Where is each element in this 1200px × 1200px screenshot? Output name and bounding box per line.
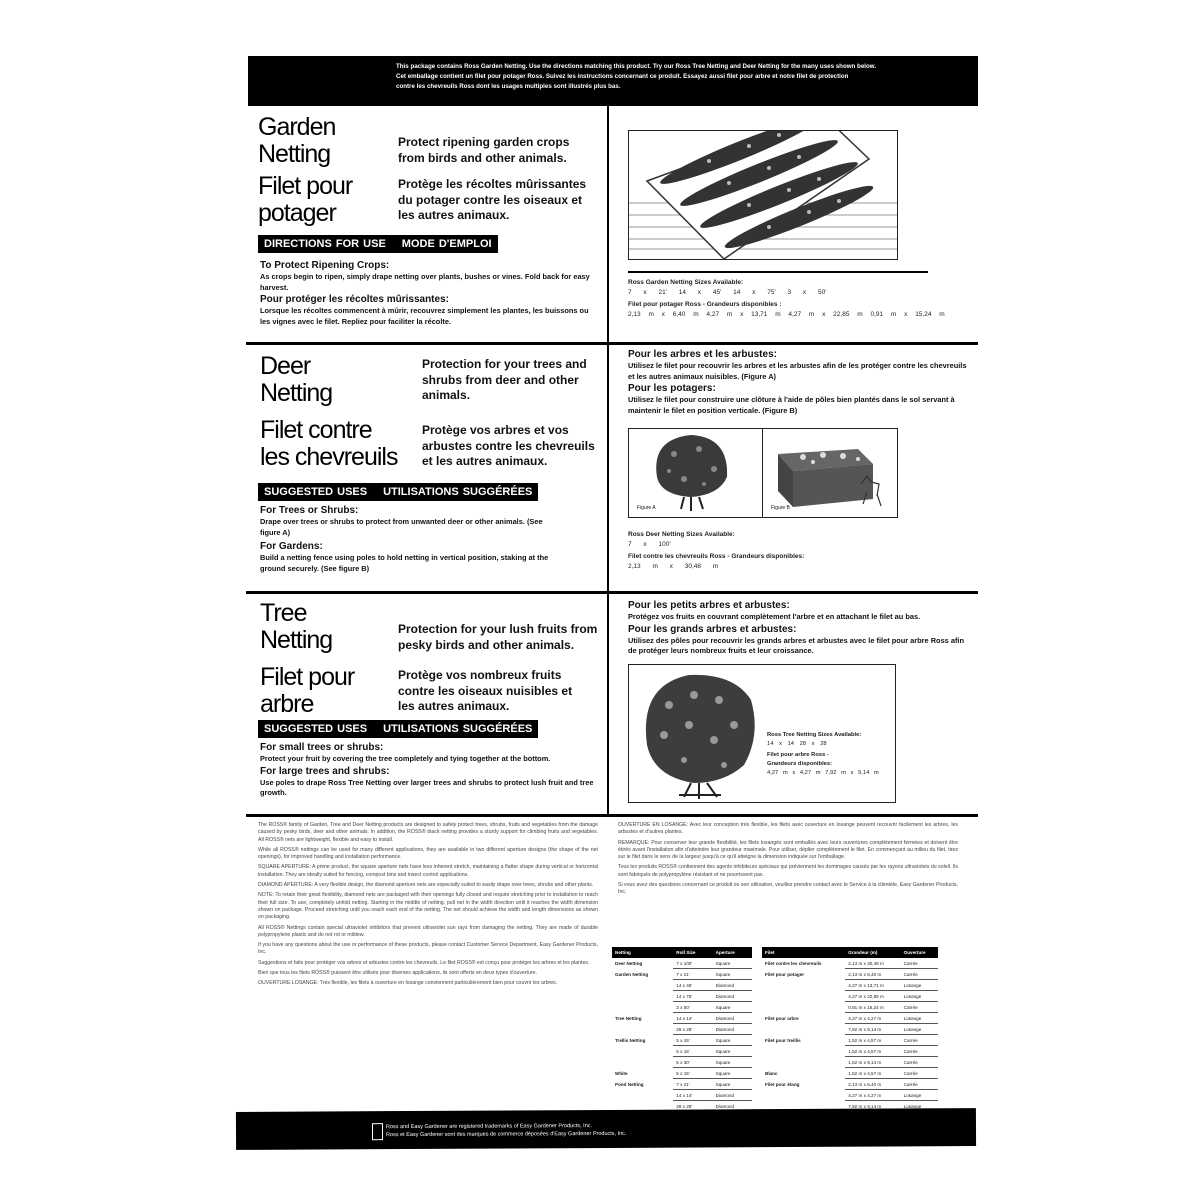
table-row: Filet pour treillis 1,52 m x 4,57 m Carrée [762, 1035, 938, 1046]
table-row: 1,52 m x 9,14 m Carrée [762, 1057, 938, 1068]
recycle-logo-icon [372, 1123, 383, 1140]
table-row: 4,27 m x 4,27 m Losange [762, 1090, 938, 1101]
trademark-line-en: Ross and Easy Gardener are registered trademarks of Easy Gardener Products, Inc. [385, 1123, 593, 1131]
netting-instruction-sheet [240, 52, 980, 1162]
table-row: Filet pour arbre 4,27 m x 4,27 m Losange [762, 1013, 938, 1024]
table-row: Trellis Netting 5 x 15' Square [612, 1035, 752, 1046]
garden-title-fr: Filet pour potager [258, 172, 353, 227]
table-row: Deer Netting 7 x 100' Square [612, 958, 752, 969]
sizes-table-french: Filet Grandeur (m) Ouverture Filet contre les chevreuils 2,13 m x 30,48 m Carrée Filet pour potager 2,13 m x 6,40 m Carrée 4,27 m x 13,71 m Losange 4,27 m x 22,85 m Losange 0,91 m x 15,24 m Carrée Filet pour arbre 4,27 m x 4,27 m Losange 7,92 m x 9,14 m Losange Filet pour treillis 1,52 m x 4,57 m Carrée 1,52 m x 4,57 m Carrée 1,52 m x 9,14 m Carrée Blanc 1,52 m x 4,57 m Carrée Filet pour étang 2,13 m x 6,40 m Carrée 4,27 m x 4,27 m Losange 7,92 m x 9,14 m Losange [762, 947, 938, 1112]
column-divider [607, 106, 609, 816]
intro-line-3: contre les chevreuils Ross dont les usages multiples sont illustrés plus bas. [396, 83, 621, 90]
tree-uses-fr: Pour les petits arbres et arbustes: Protégez vos fruits en couvrant complètement l'arbre et en attachant le filet au bas. Pour les grands arbres et arbustes: Utilisez des pôles pour recouvrir les grands arbres et arbustes avec le filet pour arbre Ross afin de protéger leurs nombreux fruits et leur croissance. [628, 600, 964, 655]
deer-desc-en: Protection for your trees and shrubs from deer and other animals. [422, 357, 587, 402]
intro-banner [248, 56, 978, 106]
table-row: Pond Netting 7 x 21' Square [612, 1079, 752, 1090]
tree-title-en: Tree Netting [260, 599, 333, 654]
garden-rows-icon [629, 131, 897, 259]
fine-print-english: The ROSS® family of Garden, Tree and Deer Netting products are designed to safely protect trees, shrubs, fruits and vegetables from the damage caused by pesky birds, deer and other animals. In addition, the ROSS® black netting provides a sturdy support for climbing fruits and vegetables. All ROSS® nets are lightweight, flexible and easy to install. While all ROSS® nettings can be used for many different applications, they are available in two different aperture designs (the shape of the net openings), for improved handling and installation performance. SQUARE APERTURE: A prime product, the square aperture nets have less inherent stretch, maintaining a flatter shape during vertical or horizontal installation. They are ideally suited for fencing, compost bins and insect control applications. DIAMOND APERTURE: A very flexible design, the diamond aperture nets are especially suited to easily drape over trees, shrubs and other plants. NOTE: To retain their great flexibility, diamond nets are packaged with their openings fully closed and require stretching prior to installation to reach their full size. To use, completely unfold netting. Starting in the middle of netting, pull net in the width direction until it reaches the width dimension shown on package. Proceed stretching until you reach each end of the netting. The net should achieve the width and length dimensions as shown on packaging. All ROSS® Nettings contain special ultraviolet inhibitors that prevent ultraviolet sun rays from damaging the netting. They are made of durable polypropylene plastic and do not rot or mildew. If you have any questions about the use or performance of these products, please contact Customer Service Department, Easy Gardener Products, Inc. Suggestions et faits pour protéger vos arbres et arbustes contre les chevreuils. Le filet ROSS® est conçu pour protéger les arbres et les plantes. Bien que tous les filets ROSS® puissent être utilisés pour diverses applications, ils sont offerts en deux types d'ouverture. OUVERTURE LOSANGE: Très flexible, les filets à ouverture en losange conviennent particulièrement bien pour couvrir les arbres. [258, 822, 598, 987]
suggested-uses-banner: SUGGESTED USES UTILISATIONS SUGGÉRÉES [258, 720, 538, 738]
table-row: 28 x 28' Diamond [612, 1024, 752, 1035]
table-row: 4,27 m x 13,71 m Losange [762, 980, 938, 991]
tree-title-fr: Filet pour arbre [260, 663, 355, 718]
deer-title-en: Deer Netting [260, 352, 333, 407]
table-row: Garden Netting 7 x 21' Square [612, 969, 752, 980]
garden-sizes-rule [628, 271, 928, 273]
garden-desc-en: Protect ripening garden crops from birds and other animals. [398, 135, 570, 165]
table-row: 7,92 m x 9,14 m Losange [762, 1101, 938, 1112]
netted-tree-icon [629, 429, 763, 517]
trademark-line-fr: Ross et Easy Gardener sont des marques de commerce déposées d'Easy Gardener Products, Inc. [386, 1130, 627, 1139]
intro-line-2: Cet emballage contient un filet pour potager Ross. Suivez les instructions concernant ce produit. Essayez aussi filet pour arbre et notre filet de protection [396, 73, 849, 80]
table-row: 14 x 45' Diamond [612, 980, 752, 991]
trademark-footer [236, 1108, 976, 1150]
table-row: Filet contre les chevreuils 2,13 m x 30,48 m Carrée [762, 958, 938, 969]
directions-banner: DIRECTIONS FOR USE MODE D'EMPLOI [258, 235, 498, 253]
section-divider [246, 342, 978, 345]
figure-b-label: Figure B [771, 505, 790, 511]
table-row: White 5 x 15' Square [612, 1068, 752, 1079]
netted-garden-fence-icon [763, 429, 897, 517]
tree-sizes: Ross Tree Netting Sizes Available: 14 x 14 28 x 28 Filet pour arbre Ross - Grandeurs disponibles: 4,27 m x 4,27 m 7,92 m x 9,14 m [767, 732, 879, 776]
table-row: 0,91 m x 15,24 m Carrée [762, 1002, 938, 1013]
table-row: 7,92 m x 9,14 m Losange [762, 1024, 938, 1035]
table-row: Blanc 1,52 m x 4,57 m Carrée [762, 1068, 938, 1079]
tree-uses-en: For small trees or shrubs: Protect your fruit by covering the tree completely and tying together at the bottom. For large trees and shrubs: Use poles to drape Ross Tree Netting over larger trees and shrubs to protect lush fruit and tree growth. [260, 742, 594, 797]
table-row: Tree Netting 14 x 14' Diamond [612, 1013, 752, 1024]
deer-desc-fr: Protège vos arbres et vos arbustes contre les chevreuils et les autres animaux. [422, 423, 595, 468]
figure-a-illustration [628, 428, 764, 518]
garden-sizes: Ross Garden Netting Sizes Available: 7 x 21' 14 x 45' 14 x 75' 3 x 50' Filet pour potager Ross - Grandeurs disponibles : 2,13 m x 6,40 m 4,27 m x 13,71 m 4,27 m x 22,85 m 0,91 m x 15,24 m [628, 279, 945, 318]
garden-title-en: Garden Netting [258, 113, 336, 168]
table-row: 3 x 50' Square [612, 1002, 752, 1013]
suggested-uses-banner: SUGGESTED USES UTILISATIONS SUGGÉRÉES [258, 483, 538, 501]
table-row: 1,52 m x 4,57 m Carrée [762, 1046, 938, 1057]
figure-a-label: Figure A [637, 505, 656, 511]
deer-title-fr: Filet contre les chevreuils [260, 416, 398, 471]
deer-uses-en: For Trees or Shrubs: Drape over trees or shrubs to protect from unwanted deer or other animals. (See figure A) For Gardens: Build a netting fence using poles to hold netting in vertical position, staking at the ground securely. (See figure B) [260, 505, 549, 573]
deer-sizes: Ross Deer Netting Sizes Available: 7 x 100' Filet contre les chevreuils Ross - Grandeurs disponibles: 2,13 m x 30,48 m [628, 531, 805, 570]
garden-directions: To Protect Ripening Crops: As crops begin to ripen, simply drape netting over plants, bushes or vines. Fold back for easy harvest. Pour protéger les récoltes mûrissantes: Lorsque les récoltes commencent à mûrir, recouvrez simplement les plantes, les buissons ou les vignes avec le filet. Repliez pour faciliter la récolte. [260, 260, 590, 326]
table-row: 14 x 14' Diamond [612, 1090, 752, 1101]
table-row: Filet pour étang 2,13 m x 6,40 m Carrée [762, 1079, 938, 1090]
table-row: 28 x 28' Diamond [612, 1101, 752, 1112]
table-row: 4,27 m x 22,85 m Losange [762, 991, 938, 1002]
deer-uses-fr: Pour les arbres et les arbustes: Utilisez le filet pour recouvrir les arbres et les arbustes afin de les protéger contre les chevreuils et les autres animaux nuisibles. (Figure A) Pour les potagers: Utilisez le filet pour construire une clôture à l'aide de pôles bien plantés dans le sol servant à maintenir le filet en position verticale. (Figure B) [628, 349, 967, 415]
section-divider [246, 591, 978, 594]
tree-desc-en: Protection for your lush fruits from pesky birds and other animals. [398, 622, 598, 652]
fine-print-french: OUVERTURE EN LOSANGE: Avec leur conception très flexible, les filets avec ouverture en losange peuvent recouvrir facilement les arbres, les arbustes et d'autres plantes. REMARQUE: Pour conserver leur grande flexibilité, les filets losangés sont emballés avec leurs ouvertures complètement fermées et doivent être étirés avant l'installation afin d'atteindre leur grandeur maximale. Pour utiliser, déplier complètement le filet. En commençant au milieu du filet, tirez sur le filet dans le sens de la largeur jusqu'à ce qu'il atteigne la dimension indiquée sur l'emballage. Tous les produits ROSS® contiennent des agents inhibiteurs spéciaux qui préviennent les dommages causés par les rayons ultraviolets du soleil. Ils sont fabriqués de polypropylène résistant et ne pourrissent pas. Si vous avez des questions concernant ce produit ou son utilisation, veuillez prendre contact avec le Service à la clientèle, Easy Gardener Products, Inc. [618, 822, 958, 896]
table-row: 5 x 30' Square [612, 1057, 752, 1068]
section-divider [246, 814, 978, 817]
sizes-table-english: Netting Roll Size Aperture Deer Netting 7 x 100' Square Garden Netting 7 x 21' Square 14 x 45' Diamond 14 x 75' Diamond 3 x 50' Square Tree Netting 14 x 14' Diamond 28 x 28' Diamond Trellis Netting 5 x 15' Square 5 x 15' Square 5 x 30' Square White 5 x 15' Square Pond Netting 7 x 21' Square 14 x 14' Diamond 28 x 28' Diamond [612, 947, 752, 1112]
intro-line-1: This package contains Ross Garden Netting. Use the directions matching this product. Try our Ross Tree Netting and Deer Netting for the many uses shown below. [396, 63, 877, 70]
garden-netting-illustration [628, 130, 898, 260]
table-row: 14 x 75' Diamond [612, 991, 752, 1002]
garden-desc-fr: Protège les récoltes mûrissantes du potager contre les oiseaux et les autres animaux. [398, 177, 587, 222]
tree-desc-fr: Protège vos nombreux fruits contre les oiseaux nuisibles et les autres animaux. [398, 668, 573, 713]
tree-netting-illustration [628, 664, 896, 803]
figure-b-illustration [762, 428, 898, 518]
table-row: Filet pour potager 2,13 m x 6,40 m Carrée [762, 969, 938, 980]
table-row: 5 x 15' Square [612, 1046, 752, 1057]
